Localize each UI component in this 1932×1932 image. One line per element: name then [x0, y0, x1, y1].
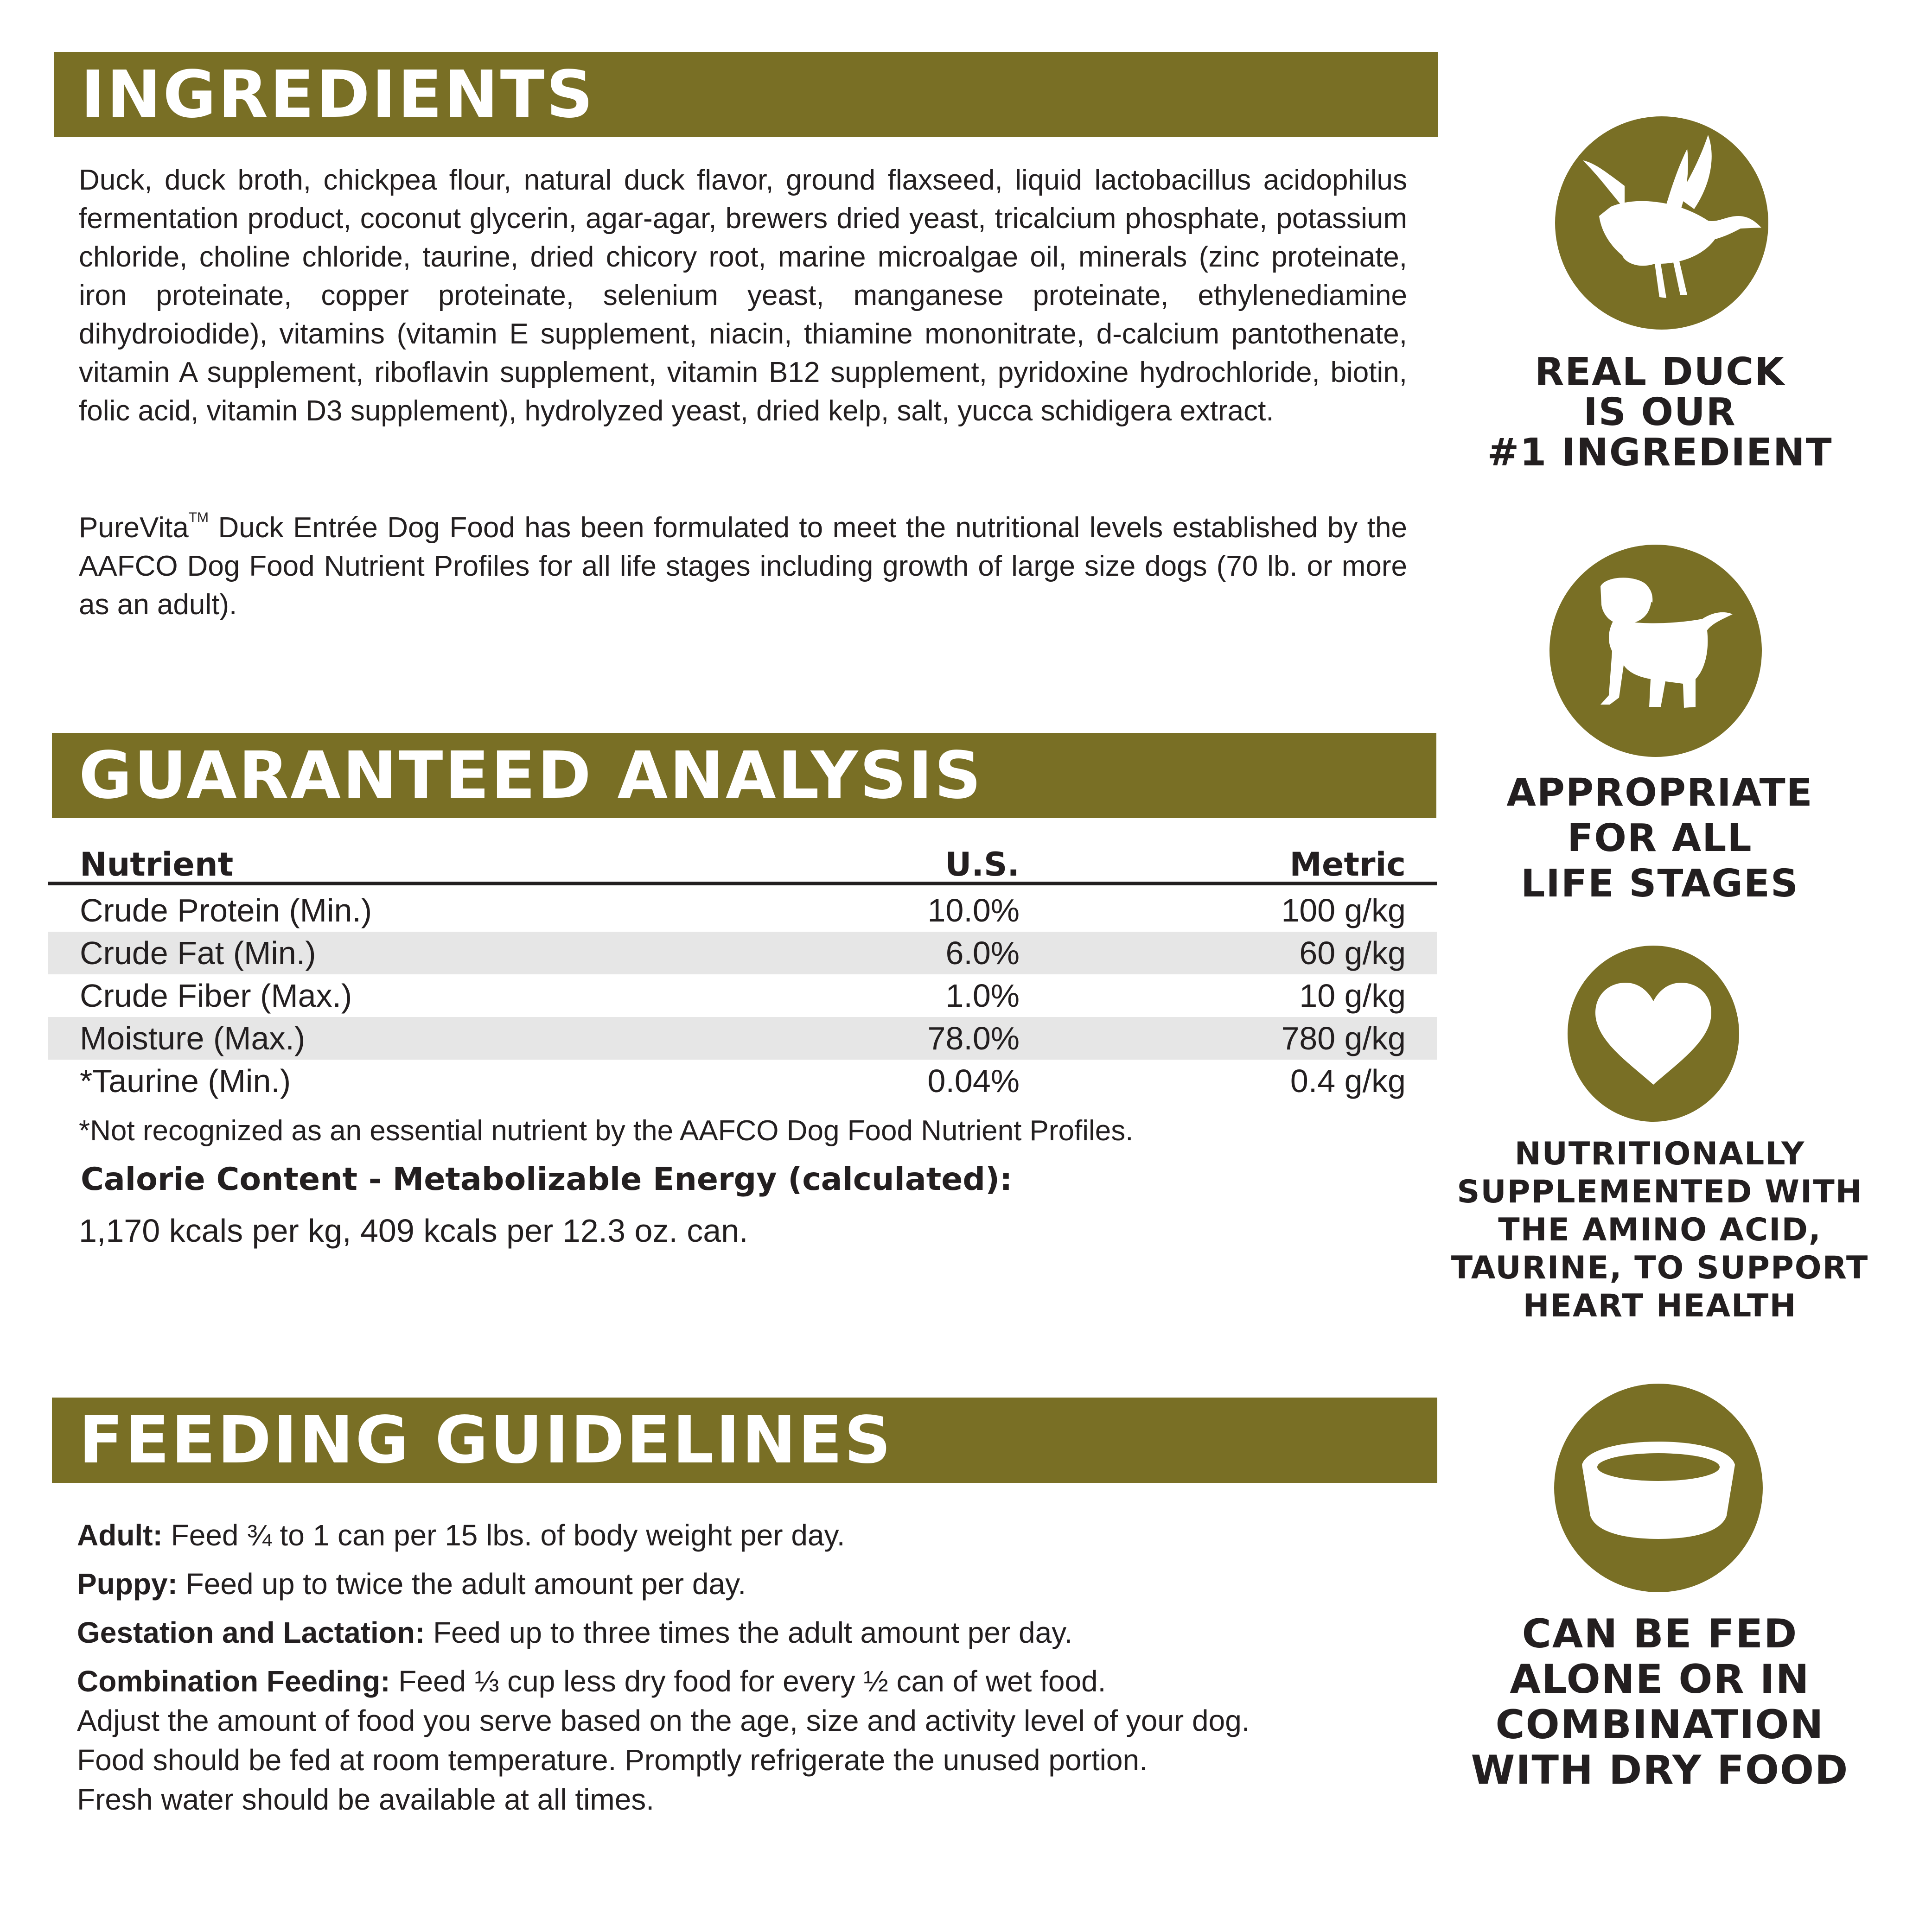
- nutrient-name: Crude Fat (Min.): [80, 935, 316, 971]
- feeding-note: Fresh water should be available at all times.: [77, 1783, 655, 1816]
- callout-line: THE AMINO ACID,: [1498, 1212, 1822, 1248]
- nutrient-name: Moisture (Max.): [80, 1020, 306, 1056]
- feeding-combination: [77, 1664, 1106, 1698]
- analysis-table-header: [48, 839, 1437, 885]
- callout-line: FOR ALL: [1567, 816, 1753, 860]
- real-duck-callout: [1474, 352, 1845, 473]
- puppy-icon: [1549, 545, 1762, 757]
- nutrient-name: *Taurine (Min.): [80, 1063, 291, 1099]
- feeding-puppy: [77, 1567, 746, 1601]
- nutrient-metric-value: 0.4 g/kg: [1290, 1063, 1406, 1099]
- adult-label: Adult:: [77, 1519, 163, 1552]
- analysis-title: GUARANTEED ANALYSIS: [79, 737, 983, 813]
- callout-line: IS OUR: [1583, 390, 1736, 434]
- nutrient-name: Crude Protein (Min.): [80, 892, 372, 928]
- callout-line: REAL DUCK: [1535, 350, 1785, 394]
- callout-line: LIFE STAGES: [1521, 862, 1799, 906]
- feeding-title: FEEDING GUIDELINES: [79, 1402, 893, 1478]
- callout-line: CAN BE FED: [1522, 1611, 1798, 1657]
- ingredients-heading: [54, 52, 1438, 137]
- feeding-adult: [77, 1518, 845, 1552]
- feeding-note: Adjust the amount of food you serve based on the age, size and activity level of your dog.: [77, 1704, 1250, 1737]
- callout-line: ALONE OR IN: [1510, 1656, 1810, 1703]
- feeding-gestation: [77, 1615, 1072, 1650]
- nutrient-us-value: 10.0%: [927, 892, 1020, 928]
- ingredients-list: Duck, duck broth, chickpea flour, natural duck flavor, ground flaxseed, liquid lactobacillus acidophilus fermentation product, coconut glycerin, agar-agar, brewers dried yeast, tricalcium phosphate, potassium chloride, choline chloride, taurine, dried chicory root, marine microalgae oil, minerals (zinc proteinate, iron proteinate, copper proteinate, selenium yeast, manganese proteinate, ethylenediamine dihydroiodide), vitamins (vitamin E supplement, niacin, thiamine mononitrate, d-calcium pantothenate, vitamin A supplement, riboflavin supplement, vitamin B12 supplement, pyridoxine hydrochloride, biotin, folic acid, vitamin D3 supplement), hydrolyzed yeast, dried kelp, salt, yucca schidigera extract.: [79, 164, 1407, 427]
- combination-callout: [1451, 1611, 1868, 1793]
- nutrient-metric-value: 780 g/kg: [1281, 1020, 1406, 1056]
- gestation-label: Gestation and Lactation:: [77, 1616, 425, 1649]
- callout-line: TAURINE, TO SUPPORT: [1451, 1250, 1869, 1286]
- life-stages-callout: [1474, 770, 1845, 907]
- puppy-label: Puppy:: [77, 1567, 178, 1601]
- ingredients-title: INGREDIENTS: [81, 57, 595, 133]
- header-us: U.S.: [945, 845, 1020, 883]
- table-row: [48, 974, 1437, 1017]
- callout-line: SUPPLEMENTED WITH: [1457, 1174, 1863, 1210]
- feeding-note: Food should be fed at room temperature. Promptly refrigerate the unused portion.: [77, 1743, 1148, 1777]
- analysis-heading: [52, 733, 1436, 818]
- aafco-statement: [79, 508, 1407, 624]
- calorie-content-value: 1,170 kcals per kg, 409 kcals per 12.3 oz. can.: [79, 1213, 748, 1249]
- callout-line: WITH DRY FOOD: [1471, 1747, 1849, 1793]
- nutrient-us-value: 6.0%: [945, 935, 1020, 971]
- table-row: [48, 1060, 1437, 1102]
- nutrient-metric-value: 10 g/kg: [1299, 978, 1406, 1014]
- puppy-text: Feed up to twice the adult amount per day.: [177, 1567, 746, 1601]
- callout-line: #1 INGREDIENT: [1487, 431, 1833, 475]
- flying-duck-icon: [1555, 116, 1768, 330]
- aafco-statement-text: Duck Entrée Dog Food has been formulated to meet the nutritional levels established by the AAFCO Dog Food Nutrient Profiles for all life stages including growth of large size dogs (70 lb. or more as an adult).: [79, 512, 1407, 621]
- calorie-content-label: Calorie Content - Metabolizable Energy (calculated):: [81, 1161, 1013, 1198]
- callout-line: APPROPRIATE: [1506, 771, 1813, 815]
- taurine-footnote: *Not recognized as an essential nutrient by the AAFCO Dog Food Nutrient Profiles.: [79, 1115, 1134, 1147]
- adult-text: Feed ¾ to 1 can per 15 lbs. of body weight per day.: [162, 1519, 845, 1552]
- nutrient-name: Crude Fiber (Max.): [80, 978, 352, 1014]
- trademark-mark: TM: [188, 510, 209, 525]
- duck-badge: [1555, 116, 1768, 330]
- heart-icon: [1588, 976, 1718, 1092]
- table-row: [48, 889, 1437, 932]
- callout-line: COMBINATION: [1495, 1702, 1824, 1748]
- puppy-badge: [1549, 545, 1762, 757]
- heart-badge: [1568, 946, 1739, 1122]
- nutrient-metric-value: 60 g/kg: [1299, 935, 1406, 971]
- table-row: [48, 932, 1437, 974]
- brand-name: PureVita: [79, 512, 189, 544]
- combination-label: Combination Feeding:: [77, 1665, 390, 1698]
- bowl-badge: [1554, 1384, 1763, 1592]
- combination-text: Feed ⅓ cup less dry food for every ½ can of wet food.: [390, 1665, 1106, 1698]
- nutrient-us-value: 0.04%: [927, 1063, 1020, 1099]
- food-bowl-icon: [1554, 1384, 1763, 1592]
- feeding-heading: [52, 1398, 1437, 1483]
- nutrient-us-value: 78.0%: [927, 1020, 1020, 1056]
- header-metric: Metric: [1289, 845, 1406, 883]
- table-row: [48, 1017, 1437, 1060]
- taurine-callout: [1447, 1135, 1873, 1325]
- header-nutrient: Nutrient: [80, 845, 234, 883]
- callout-line: NUTRITIONALLY: [1514, 1136, 1805, 1172]
- nutrient-us-value: 1.0%: [945, 978, 1020, 1014]
- gestation-text: Feed up to three times the adult amount per day.: [425, 1616, 1073, 1649]
- nutrient-metric-value: 100 g/kg: [1281, 892, 1406, 928]
- callout-line: HEART HEALTH: [1523, 1288, 1797, 1324]
